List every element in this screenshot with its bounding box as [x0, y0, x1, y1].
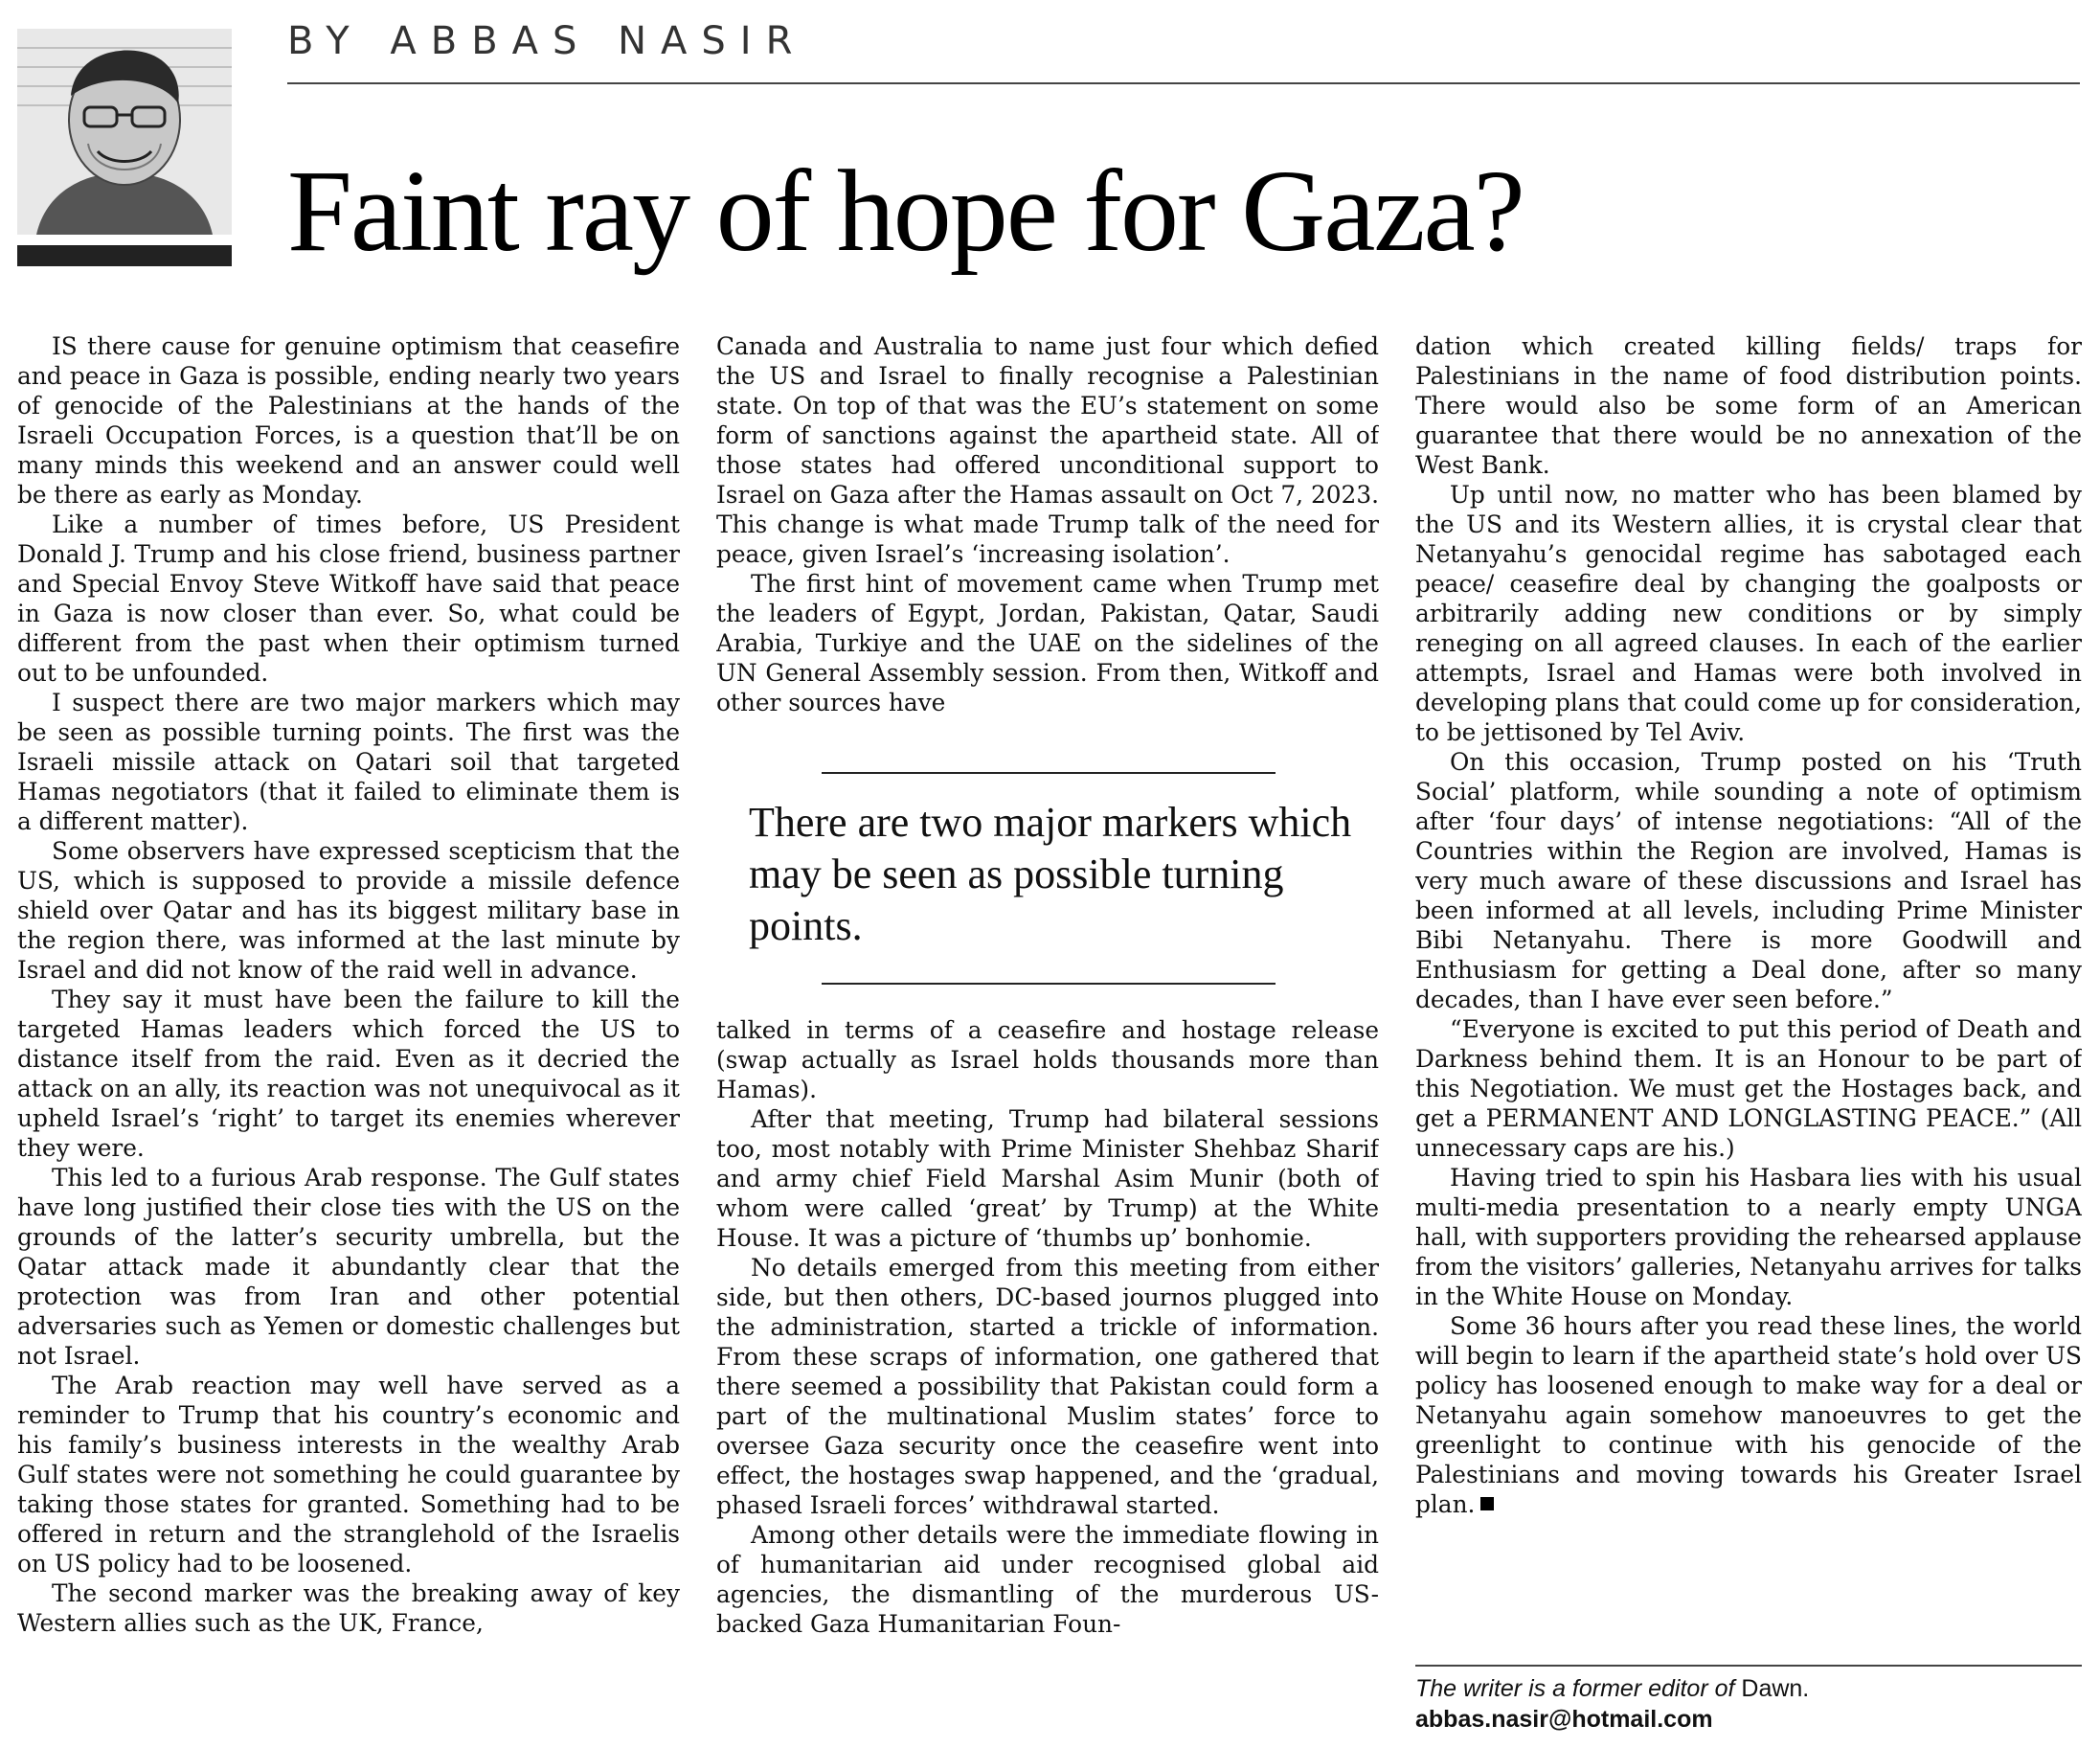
- paragraph: The second marker was the breaking away of key Western allies such as the UK, France,: [17, 1579, 680, 1637]
- column-2-bottom: [716, 1015, 1379, 1743]
- paragraph: Canada and Australia to name just four which defied the US and Israel to finally recognise a Palestinian state. On top of that was the EU’s statement on some form of sanctions against the apartheid state. All of those states had offered unconditional support to Israel on Gaza after the Hamas assault on Oct 7, 2023. This change is what made Trump talk of the need for peace, given Israel’s ‘increasing isolation’.: [716, 332, 1379, 568]
- paragraph: This led to a furious Arab response. The Gulf states have long justified their close ties with the US on the grounds of the latter’s security umbrella, but the Qatar attack made it abundantly clear that the protection was from Iran and other potential adversaries such as Yemen or domestic challenges but not Israel.: [17, 1164, 680, 1370]
- portrait-bar: [17, 245, 232, 266]
- byline-divider: [287, 82, 2080, 84]
- paragraph: Having tried to spin his Hasbara lies with his usual multi-media presentation to a nearly empty UNGA hall, with supporters providing the rehearsed applause from the visitors’ galleries, Netanyahu arrives for talks in the White House on Monday.: [1415, 1164, 2082, 1310]
- pull-quote-rule-top: [822, 772, 1276, 774]
- column-3: [1415, 331, 2082, 1644]
- paragraph: Some observers have expressed scepticism that the US, which is supposed to provide a missile defence shield over Qatar and has its biggest military base in the region there, was informed at the last minute by Israel and did not know of the raid well in advance.: [17, 837, 680, 984]
- pull-quote: There are two major markers which may be seen as possible turning points.: [749, 799, 1352, 949]
- signature-divider: [1415, 1665, 2082, 1667]
- author-signature: [1415, 1673, 2082, 1735]
- headline: Faint ray of hope for Gaza?: [287, 147, 1524, 276]
- paragraph: After that meeting, Trump had bilateral sessions too, most notably with Prime Minister Shehbaz Sharif and army chief Field Marshal Asim Munir (both of whom were called ‘great’ by Trump) at the White House. It was a picture of ‘thumbs up’ bonhomie.: [716, 1105, 1379, 1252]
- paragraph: talked in terms of a ceasefire and hostage release (swap actually as Israel holds thousands more than Hamas).: [716, 1016, 1379, 1103]
- paragraph: [1415, 1311, 2082, 1519]
- publication-name: Dawn.: [1741, 1675, 1810, 1702]
- pull-quote-rule-bottom: [822, 983, 1276, 985]
- paragraph: dation which created killing fields/ traps for Palestinians in the name of food distribution points. There would also be some form of an American guarantee that there would be no annexation of the West Bank.: [1415, 332, 2082, 479]
- paragraph: IS there cause for genuine optimism that ceasefire and peace in Gaza is possible, ending nearly two years of genocide of the Palestinians at the hands of the Israeli Occupation Forces, is a question that’ll be on many minds this weekend and an answer could well be there as early as Monday.: [17, 332, 680, 509]
- paragraph: Like a number of times before, US President Donald J. Trump and his close friend, business partner and Special Envoy Steve Witkoff have said that peace in Gaza is now closer than ever. So, what could be different from the past when their optimism turned out to be unfounded.: [17, 511, 680, 687]
- paragraph-text: Some 36 hours after you read these lines, the world will begin to learn if the apartheid state’s hold over US policy has loosened enough to make way for a deal or Netanyahu again somehow manoeuvres to get the greenlight to continue with his genocide of the Palestinians and moving towards his Greater Israel plan.: [1415, 1312, 2082, 1518]
- column-2-top: [716, 331, 1379, 748]
- column-1: [17, 331, 680, 1739]
- paragraph: On this occasion, Trump posted on his ‘Truth Social’ platform, while sounding a note of optimism after ‘four days’ of intense negotiations: “All of the Countries within the Region are involved, Hamas is very much aware of these discussions and Israel has been informed at all levels, including Prime Minister Bibi Netanyahu. There is more Goodwill and Enthusiasm for getting a Deal done, after so many decades, than I have ever seen before.”: [1415, 748, 2082, 1013]
- byline: BY ABBAS NASIR: [287, 19, 807, 63]
- paragraph: “Everyone is excited to put this period of Death and Darkness behind them. It is an Honour to be part of this Negotiation. We must get the Hostages back, and get a PERMANENT AND LONGLASTING PEACE.” (All unnecessary caps are his.): [1415, 1015, 2082, 1162]
- paragraph: Among other details were the immediate flowing in of humanitarian aid under recognised global aid agencies, the dismantling of the murderous US-backed Gaza Humanitarian Foun-: [716, 1521, 1379, 1638]
- paragraph: The first hint of movement came when Trump met the leaders of Egypt, Jordan, Pakistan, Qatar, Saudi Arabia, Turkiye and the UAE on the sidelines of the UN General Assembly session. From then, Witkoff and other sources have: [716, 570, 1379, 716]
- end-mark-icon: [1480, 1497, 1494, 1510]
- paragraph: The Arab reaction may well have served as a reminder to Trump that his country’s economic and his family’s business interests in the wealthy Arab Gulf states were not something he could guarantee by taking those states for granted. Something had to be offered in return and the stranglehold of the Israelis on US policy had to be loosened.: [17, 1372, 680, 1578]
- paragraph: I suspect there are two major markers which may be seen as possible turning points. The first was the Israeli missile attack on Qatari soil that targeted Hamas negotiators (that it failed to eliminate them is a different matter).: [17, 689, 680, 835]
- paragraph: Up until now, no matter who has been blamed by the US and its Western allies, it is crystal clear that Netanyahu’s genocidal regime has sabotaged each peace/ ceasefire deal by changing the goalposts or arbitrarily adding new conditions or by simply reneging on all agreed clauses. In each of the earlier attempts, Israel and Hamas were both involved in developing plans that could come up for consideration, to be jettisoned by Tel Aviv.: [1415, 481, 2082, 746]
- author-email[interactable]: abbas.nasir@hotmail.com: [1415, 1706, 1713, 1733]
- author-portrait: [17, 29, 232, 235]
- author-bio: The writer is a former editor of: [1415, 1675, 1735, 1702]
- paragraph: No details emerged from this meeting from either side, but then others, DC-based journos plugged into the administration, started a trickle of information. From these scraps of information, one gathered that there seemed a possibility that Pakistan could form a part of the multinational Muslim states’ force to oversee Gaza security once the ceasefire went into effect, the hostages swap happened, and the ‘gradual, phased Israeli forces’ withdrawal started.: [716, 1254, 1379, 1519]
- paragraph: They say it must have been the failure to kill the targeted Hamas leaders which forced the US to distance itself from the raid. Even as it decried the attack on an ally, its reaction was not unequivocal as it upheld Israel’s ‘right’ to target its enemies wherever they were.: [17, 986, 680, 1162]
